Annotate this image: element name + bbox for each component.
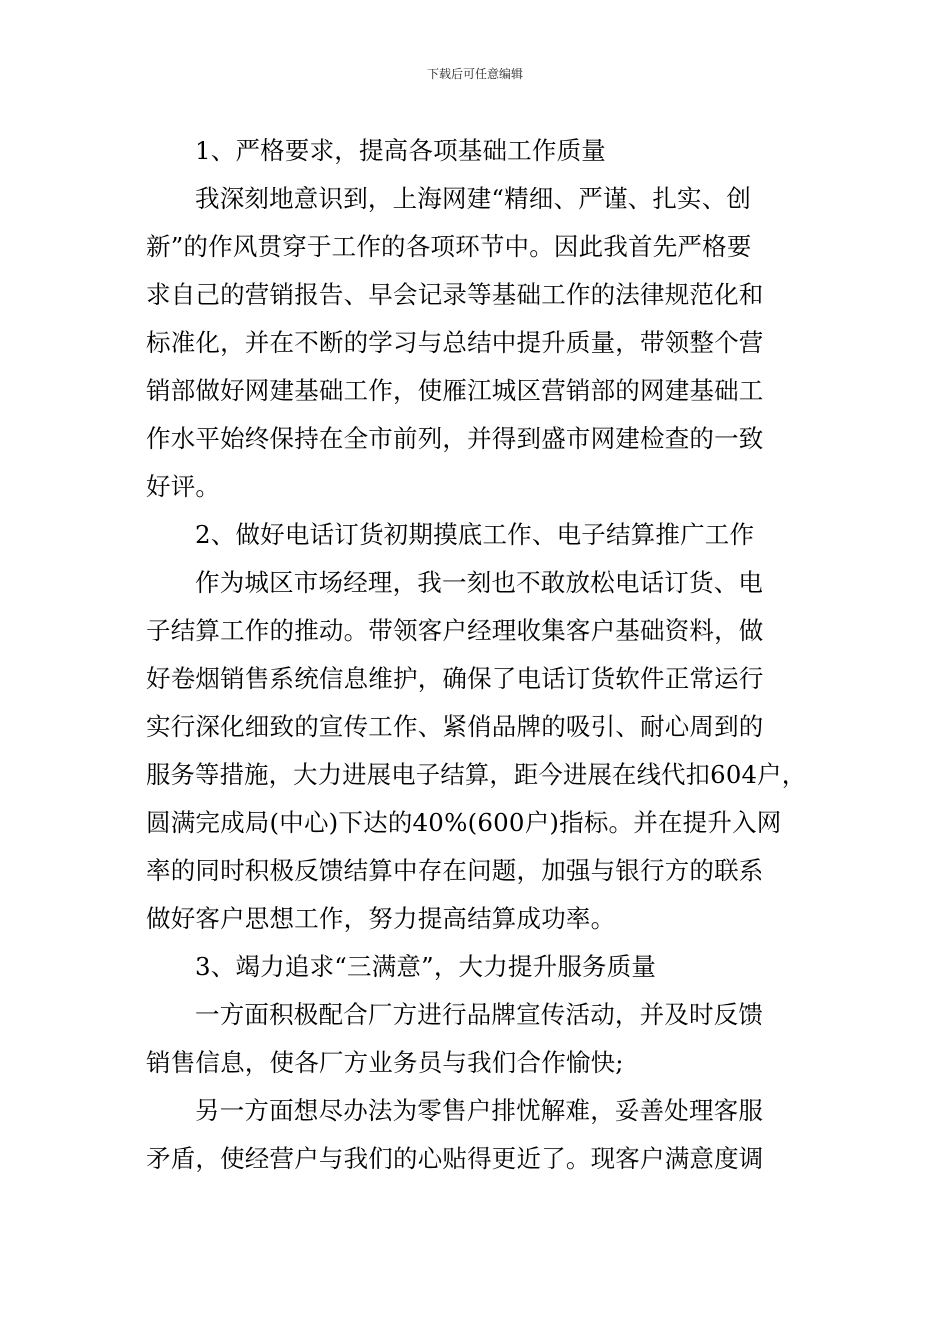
paragraph-line: 好卷烟销售系统信息维护，确保了电话订货软件正常运行	[146, 664, 764, 693]
paragraph-line: 销部做好网建基础工作，使雁江城区营销部的网建基础工	[146, 376, 764, 405]
paragraph-line: 新”的作风贯穿于工作的各项环节中。因此我首先严格要	[146, 232, 752, 261]
paragraph-line: 销售信息，使各厂方业务员与我们合作愉快;	[146, 1048, 624, 1077]
paragraph-line: 子结算工作的推动。带领客户经理收集客户基础资料，做	[146, 616, 764, 645]
paragraph-line: 率的同时积极反馈结算中存在问题，加强与银行方的联系	[146, 856, 764, 885]
page-header: 下载后可任意编辑	[426, 67, 523, 81]
section-heading-1: 1、严格要求，提高各项基础工作质量	[195, 136, 606, 165]
document-body	[146, 127, 810, 1183]
paragraph-line: 我深刻地意识到，上海网建“精细、严谨、扎实、创	[195, 184, 752, 213]
paragraph-line: 另一方面想尽办法为零售户排忧解难，妥善处理客服	[195, 1096, 764, 1125]
paragraph-line: 圆满完成局(中心)下达的40%(600户)指标。并在提升入网	[146, 808, 782, 837]
paragraph-line: 求自己的营销报告、早会记录等基础工作的法律规范化和	[146, 280, 764, 309]
paragraph-line: 矛盾，使经营户与我们的心贴得更近了。现客户满意度调	[146, 1144, 764, 1173]
section-heading-2: 2、做好电话订货初期摸底工作、电子结算推广工作	[195, 520, 755, 549]
paragraph-line: 服务等措施，大力进展电子结算，距今进展在线代扣604户，	[146, 760, 807, 789]
paragraph-line: 好评。	[146, 472, 221, 501]
paragraph-line: 作为城区市场经理，我一刻也不敢放松电话订货、电	[195, 568, 764, 597]
paragraph-line: 一方面积极配合厂方进行品牌宣传活动，并及时反馈	[195, 1000, 764, 1029]
paragraph-line: 标准化，并在不断的学习与总结中提升质量，带领整个营	[146, 328, 764, 357]
paragraph-line: 作水平始终保持在全市前列，并得到盛市网建检查的一致	[146, 424, 764, 453]
section-heading-3: 3、竭力追求“三满意”，大力提升服务质量	[195, 952, 657, 981]
paragraph-line: 做好客户思想工作，努力提高结算成功率。	[146, 904, 616, 933]
paragraph-line: 实行深化细致的宣传工作、紧俏品牌的吸引、耐心周到的	[146, 712, 764, 741]
